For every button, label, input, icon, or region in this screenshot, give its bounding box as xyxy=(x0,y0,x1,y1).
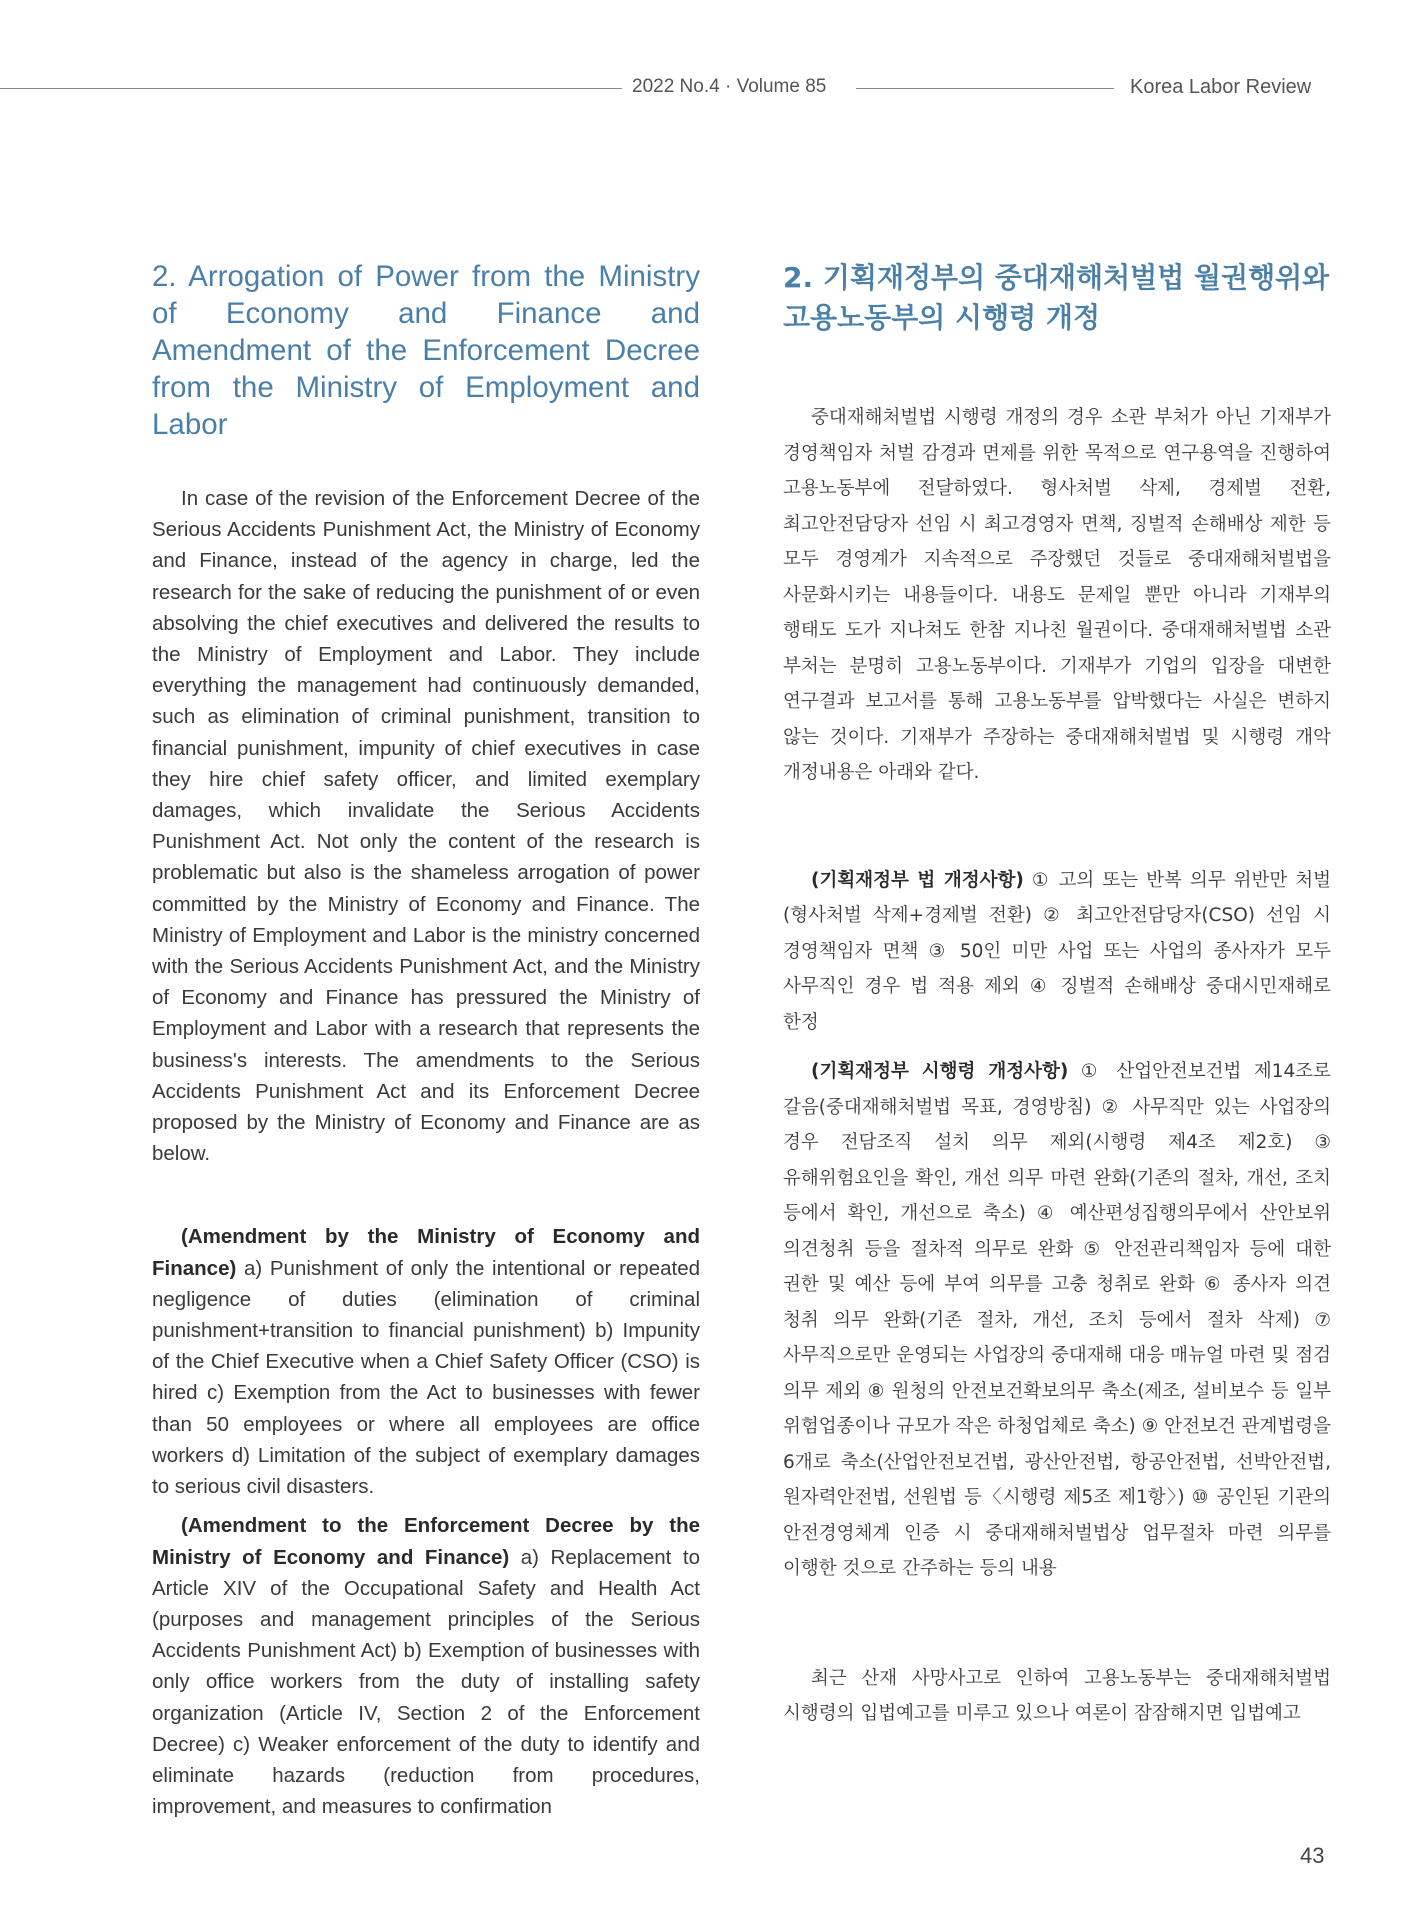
english-column xyxy=(152,258,700,1822)
korean-paragraph-3-body: ① 산업안전보건법 제14조로 갈음(중대재해처벌법 목표, 경영방침) ② 사무직만 있는 사업장의 경우 전담조직 설치 의무 제외(시행령 제4조 제2호) ③ 유해위험요인을 확인, 개선 의무 마련 완화(기존의 절차, 개선, 조치 등에서 확인, 개선으로 축소) ④ 예산편성집행의무에서 산안보위 의견청취 등을 절차적 의무로 완화 ⑤ 안전관리책임자 등에 대한 권한 및 예산 등에 부여 의무를 고충 청취로 완화 ⑥ 종사자 의견 청취 의무 완화(기존 절차, 개선, 조치 등에서 절차 삭제) ⑦ 사무직으로만 운영되는 사업장의 중대재해 대응 매뉴얼 마련 및 점검 의무 제외 ⑧ 원청의 안전보건확보의무 축소(제조, 설비보수 등 일부 위험업종이나 규모가 작은 하청업체로 축소) ⑨ 안전보건 관계법령을 6개로 축소(산업안전보건법, 광산안전법, 항공안전법, 선박안전법, 원자력안전법, 선원법 등〈시행령 제5조 제1항〉) ⑩ 공인된 기관의 안전경영체계 인증 시 중대재해처벌법상 업무절차 마련 의무를 이행한 것으로 간주하는 등의 내용 xyxy=(783,1061,1331,1579)
korean-paragraph-4: 최근 산재 사망사고로 인하여 고용노동부는 중대재해처벌법 시행령의 입법예고를 미루고 있으나 여론이 잠잠해지면 입법예고 xyxy=(783,1667,1331,1724)
korean-paragraph-3 xyxy=(783,1054,1331,1587)
english-paragraph-2-body: a) Punishment of only the intentional or repeated negligence of duties (elimination of criminal punishment+transition to financial punishment) b) Impunity of the Chief Executive when a Chief Safety Officer (CSO) is hired c) Exemption from the Act to businesses with fewer than 50 employees or where all employees are office workers d) Limitation of the subject of exemplary damages to serious civil disasters. xyxy=(152,1256,700,1499)
korean-column xyxy=(783,258,1331,1732)
journal-title: Korea Labor Review xyxy=(1130,76,1312,98)
english-paragraph-3 xyxy=(152,1510,700,1822)
header-rule-left xyxy=(0,88,622,89)
english-paragraph-2-label: (Amendment by the Ministry of Economy and Finance) xyxy=(152,1225,700,1280)
korean-paragraph-2 xyxy=(783,863,1331,1041)
issue-label: 2022 No.4 · Volume 85 xyxy=(632,76,827,97)
header-rule-middle xyxy=(856,88,1114,89)
korean-paragraph-1: 중대재해처벌법 시행령 개정의 경우 소관 부처가 아닌 기재부가 경영책임자 처벌 감경과 면제를 위한 목적으로 연구용역을 진행하여 고용노동부에 전달하였다. 형사처벌 삭제, 경제벌 전환, 최고안전담당자 선임 시 최고경영자 면책, 징벌적 손해배상 제한 등 모두 경영계가 지속적으로 주장했던 것들로 중대재해처벌법을 사문화시키는 내용들이다. 내용도 문제일 뿐만 아니라 기재부의 행태도 도가 지나쳐도 한참 지나친 월권이다. 중대재해처벌법 소관 부처는 분명히 고용노동부이다. 기재부가 기업의 입장을 대변한 연구결과 보고서를 통해 고용노동부를 압박했다는 사실은 변하지 않는 것이다. 기재부가 주장하는 중대재해처벌법 및 시행령 개악 개정내용은 아래와 같다. xyxy=(783,407,1331,783)
korean-section-heading: 2. 기획재정부의 중대재해처벌법 월권행위와 고용노동부의 시행령 개정 xyxy=(783,261,1330,334)
english-paragraph-1: In case of the revision of the Enforcement Decree of the Serious Accidents Punishment Act, the Ministry of Economy and Finance, instead of the agency in charge, led the research for the sake of reducing the punishment of or even absolving the chief executives and delivered the results to the Ministry of Employment and Labor. They include everything the management had continuously demanded, such as elimination of criminal punishment, transition to financial punishment, impunity of chief executives in case they hire chief safety officer, and limited exemplary damages, which invalidate the Serious Accidents Punishment Act. Not only the content of the research is problematic but also is the shameless arrogation of power committed by the Ministry of Economy and Finance. The Ministry of Employment and Labor is the ministry concerned with the Serious Accidents Punishment Act, and the Ministry of Economy and Finance has pressured the Ministry of Employment and Labor with a research that represents the business's interests. The amendments to the Serious Accidents Punishment Act and its Enforcement Decree proposed by the Ministry of Economy and Finance are as below. xyxy=(152,487,700,1166)
english-section-heading: 2. Arrogation of Power from the Ministry of Economy and Finance and Amendment of the Enforcement Decree from the Ministry of Employment and Labor xyxy=(152,260,700,441)
page-header xyxy=(0,76,1428,106)
korean-paragraph-2-body: ① 고의 또는 반복 의무 위반만 처벌(형사처벌 삭제+경제벌 전환) ② 최고안전담당자(CSO) 선임 시 경영책임자 면책 ③ 50인 미만 사업 또는 사업의 종사자가 모두 사무직인 경우 법 적용 제외 ④ 징벌적 손해배상 중대시민재해로 한정 xyxy=(783,869,1331,1033)
english-paragraph-3-label: (Amendment to the Enforcement Decree by the Ministry of Economy and Finance) xyxy=(152,1514,700,1569)
korean-paragraph-2-label: (기획재정부 법 개정사항) xyxy=(811,869,1024,891)
english-paragraph-3-body: a) Replacement to Article XIV of the Occupational Safety and Health Act (purposes and management principles of the Serious Accidents Punishment Act) b) Exemption of businesses with only office workers from the duty of installing safety organization (Article IV, Section 2 of the Enforcement Decree) c) Weaker enforcement of the duty to identify and eliminate hazards (reduction from procedures, improvement, and measures to confirmation xyxy=(152,1545,700,1819)
korean-paragraph-3-label: (기획재정부 시행령 개정사항) xyxy=(811,1061,1069,1082)
english-paragraph-2 xyxy=(152,1221,700,1502)
page-number: 43 xyxy=(1300,1843,1325,1868)
